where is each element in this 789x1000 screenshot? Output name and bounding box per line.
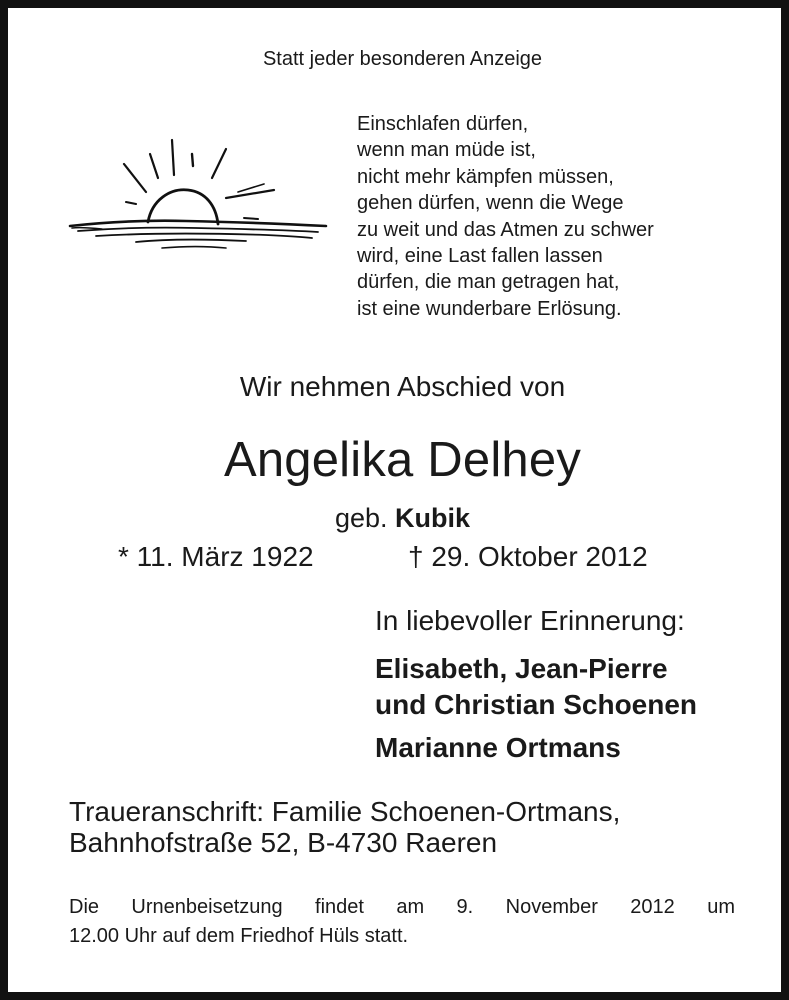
poem-line: Einschlafen dürfen, [357, 113, 529, 135]
poem-line: wenn man müde ist, [357, 139, 536, 162]
poem-line: nicht mehr kämpfen müssen, [357, 165, 614, 188]
mourner-line: Marianne Ortmans [375, 732, 621, 763]
address-line-2: Bahnhofstraße 52, B-4730 Raeren [69, 827, 498, 858]
sunset-over-horizon-icon [66, 132, 330, 256]
poem-line: wird, eine Last fallen lassen [357, 245, 603, 268]
burial-notice [69, 893, 735, 951]
poem-line: dürfen, die man getragen hat, [357, 271, 620, 294]
maiden-name-line [8, 503, 789, 534]
deceased-name: Angelika Delhey [223, 433, 582, 487]
poem-line: gehen dürfen, wenn die Wege [357, 192, 624, 215]
notice-line-1: Die Urnenbeisetzung findet am 9. November 2012 um [69, 896, 735, 918]
poem-line: zu weit und das Atmen zu schwer [357, 218, 654, 241]
birth-date: * 11. März 1922 [118, 541, 314, 572]
poem [357, 111, 654, 322]
intro-text: Wir nehmen Abschied von [239, 371, 566, 402]
notice-line-2: 12.00 Uhr auf dem Friedhof Hüls statt. [69, 925, 409, 947]
mourner-line: Elisabeth, Jean-Pierre [375, 653, 668, 684]
address-line-1: Traueranschrift: Familie Schoenen-Ortmans, [69, 796, 621, 827]
memory-line: In liebevoller Erinnerung: [375, 605, 685, 636]
mourner-line: und Christian Schoenen [375, 689, 698, 720]
death-date: † 29. Oktober 2012 [408, 541, 648, 572]
poem-line: ist eine wunderbare Erlösung. [357, 297, 622, 320]
header-text: Statt jeder besonderen Anzeige [262, 48, 543, 70]
maiden-name: Kubik [395, 503, 471, 533]
maiden-prefix: geb. [334, 503, 388, 533]
